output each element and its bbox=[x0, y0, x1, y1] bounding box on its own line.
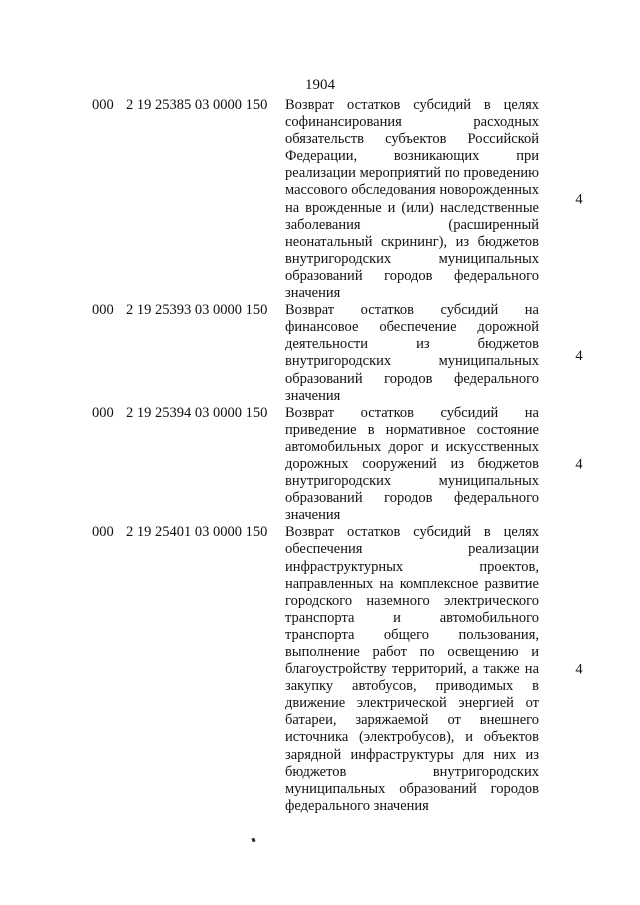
row-description: Возврат остатков субсидий в целях софинансирования расходных обязательств субъектов Российской Федерации, возникающих при реализации мероприятий по проведению массового обследования новорожденных на врожденные и (или) наследственные заболевания (расширенный неонатальный скрининг), из бюджетов внутригородских муниципальных образований городов федерального значения bbox=[285, 97, 539, 302]
table-row bbox=[0, 524, 640, 815]
classification-code: 2 19 25394 03 0000 150 bbox=[126, 404, 268, 421]
page-number: 1904 bbox=[305, 77, 335, 93]
classification-table bbox=[0, 97, 640, 815]
admin-code: 000 bbox=[92, 302, 114, 319]
admin-code: 000 bbox=[92, 524, 114, 541]
scan-speck bbox=[251, 838, 255, 843]
row-amount: 4 bbox=[575, 348, 583, 365]
row-amount: 4 bbox=[575, 661, 583, 678]
table-row bbox=[0, 405, 640, 525]
classification-code: 2 19 25401 03 0000 150 bbox=[126, 524, 268, 541]
row-amount: 4 bbox=[575, 191, 583, 208]
row-description: Возврат остатков субсидий на приведение в нормативное состояние автомобильных дорог и искусственных дорожных сооружений из бюджетов внутригородских муниципальных образований городов федерального значения bbox=[285, 404, 539, 524]
table-row bbox=[0, 97, 640, 302]
admin-code: 000 bbox=[92, 97, 114, 113]
row-description: Возврат остатков субсидий на финансовое обеспечение дорожной деятельности из бюджетов внутригородских муниципальных образований городов федерального значения bbox=[285, 302, 539, 404]
classification-code: 2 19 25385 03 0000 150 bbox=[126, 97, 268, 113]
row-amount: 4 bbox=[575, 456, 583, 473]
table-row bbox=[0, 302, 640, 405]
classification-code: 2 19 25393 03 0000 150 bbox=[126, 302, 268, 319]
row-description: Возврат остатков субсидий в целях обеспечения реализации инфраструктурных проектов, направленных на комплексное развитие городского наземного электрического транспорта и автомобильного транспорта общего пользования, выполнение работ по освещению и благоустройству территорий, а также на закупку автобусов, приводимых в движение электрической энергией от батареи, заряжаемой от внешнего источника (электробусов), и объектов зарядной инфраструктуры для них из бюджетов внутригородских муниципальных образований городов федерального значения bbox=[285, 524, 539, 814]
admin-code: 000 bbox=[92, 404, 114, 421]
